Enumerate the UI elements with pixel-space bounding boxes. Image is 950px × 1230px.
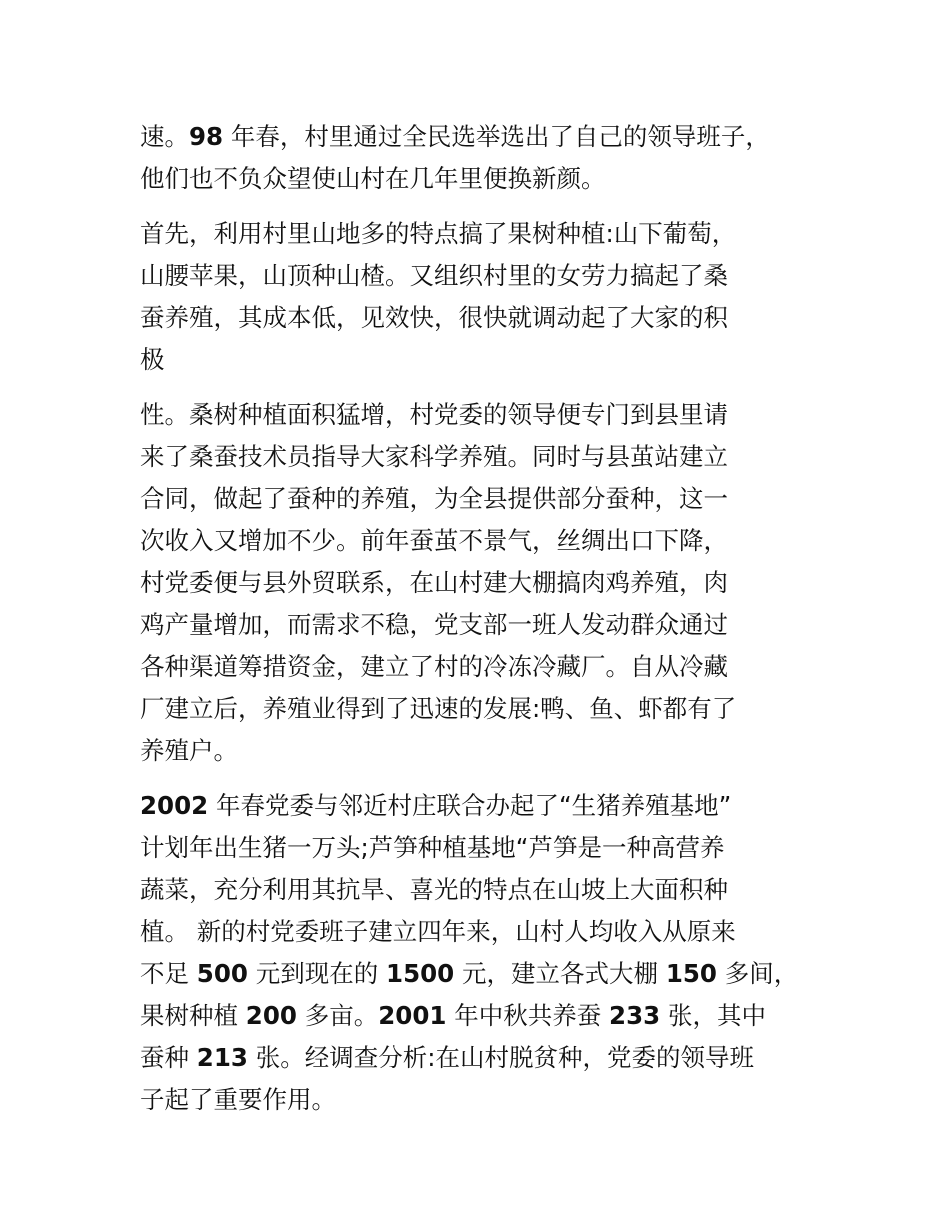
text-line: 计划年出生猪一万头;芦笋种植基地“芦笋是一种高营养 bbox=[140, 833, 725, 862]
number-text: 213 bbox=[196, 1043, 248, 1072]
text-line: 极 bbox=[140, 345, 165, 374]
text-line: 村党委便与县外贸联系，在山村建大棚搞肉鸡养殖，肉 bbox=[140, 568, 728, 597]
text-line: 各种渠道筹措资金，建立了村的冷冻冷藏厂。自从冷藏 bbox=[140, 652, 728, 681]
paragraph-2 bbox=[140, 213, 840, 381]
text-line: 养殖户。 bbox=[140, 736, 238, 765]
text-line: 不足 500 元到现在的 1500 元，建立各式大棚 150 多间， bbox=[140, 959, 799, 988]
paragraph-gap bbox=[140, 200, 840, 213]
text-line: 性。桑树种植面积猛增，村党委的领导便专门到县里请 bbox=[140, 400, 728, 429]
text-line: 次收入又增加不少。前年蚕茧不景气，丝绸出口下降， bbox=[140, 526, 728, 555]
text-line: 2002 年春党委与邻近村庄联合办起了“生猪养殖基地” bbox=[140, 791, 732, 820]
text-line: 蚕种 213 张。经调查分析:在山村脱贫种，党委的领导班 bbox=[140, 1043, 754, 1072]
text-line: 蔬菜，充分利用其抗旱、喜光的特点在山坡上大面积种 bbox=[140, 875, 728, 904]
text-line: 速。98 年春，村里通过全民选举选出了自己的领导班子， bbox=[140, 122, 770, 151]
text-line: 植。 新的村党委班子建立四年来，山村人均收入从原来 bbox=[140, 917, 736, 946]
text-line: 来了桑蚕技术员指导大家科学养殖。同时与县茧站建立 bbox=[140, 442, 728, 471]
number-text: 233 bbox=[609, 1001, 661, 1030]
text-line: 子起了重要作用。 bbox=[140, 1085, 336, 1114]
text-line: 蚕养殖，其成本低，见效快，很快就调动起了大家的积 bbox=[140, 303, 728, 332]
number-text: 500 bbox=[196, 959, 248, 988]
paragraph-gap bbox=[140, 772, 840, 785]
number-text: 150 bbox=[665, 959, 717, 988]
number-text: 1500 bbox=[386, 959, 455, 988]
number-text: 98 bbox=[189, 122, 224, 151]
paragraph-gap bbox=[140, 381, 840, 394]
paragraph-1 bbox=[140, 116, 840, 200]
text-line: 厂建立后，养殖业得到了迅速的发展:鸭、鱼、虾都有了 bbox=[140, 694, 737, 723]
paragraph-4 bbox=[140, 785, 840, 1121]
text-line: 首先，利用村里山地多的特点搞了果树种植:山下葡萄， bbox=[140, 219, 737, 248]
text-line: 他们也不负众望使山村在几年里便换新颜。 bbox=[140, 164, 606, 193]
text-line: 山腰苹果，山顶种山楂。又组织村里的女劳力搞起了桑 bbox=[140, 261, 728, 290]
number-text: 200 bbox=[245, 1001, 297, 1030]
number-text: 2002 bbox=[140, 791, 209, 820]
paragraph-3 bbox=[140, 394, 840, 772]
text-line: 果树种植 200 多亩。2001 年中秋共养蚕 233 张，其中 bbox=[140, 1001, 766, 1030]
text-line: 鸡产量增加，而需求不稳，党支部一班人发动群众通过 bbox=[140, 610, 728, 639]
number-text: 2001 bbox=[378, 1001, 447, 1030]
text-line: 合同，做起了蚕种的养殖，为全县提供部分蚕种，这一 bbox=[140, 484, 728, 513]
document-body bbox=[140, 116, 840, 1121]
